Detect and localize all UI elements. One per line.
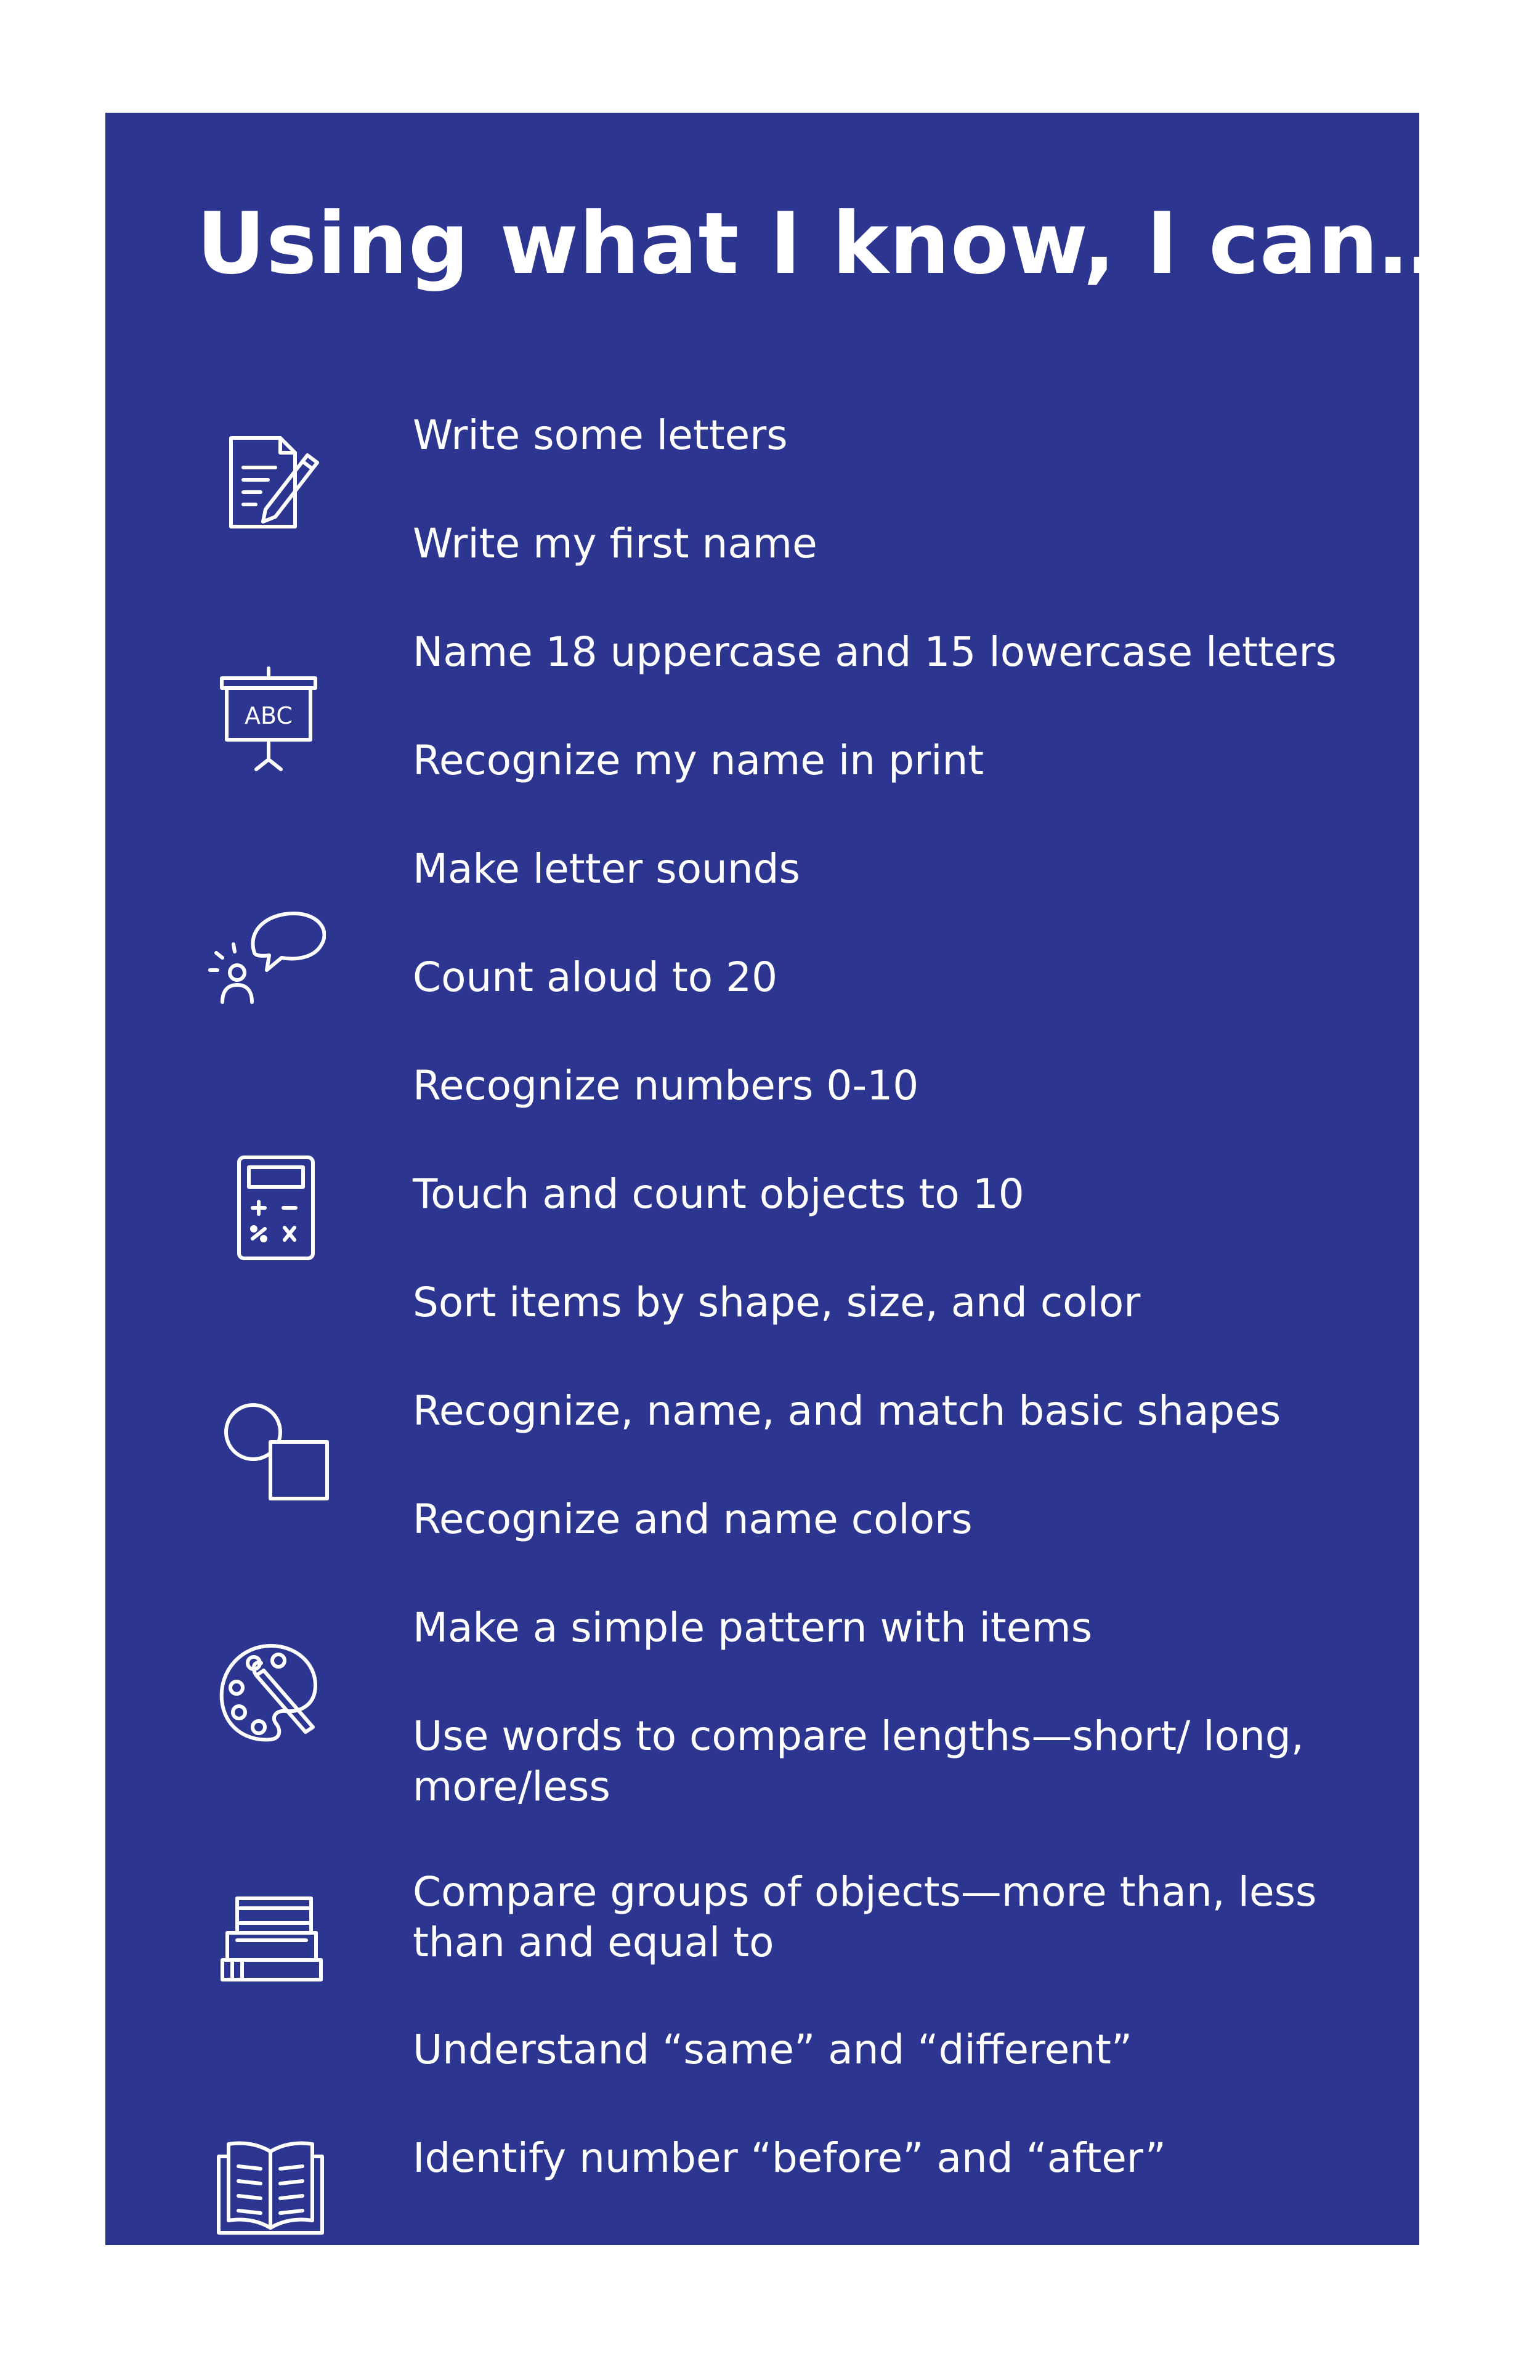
shapes-icon	[214, 1388, 337, 1511]
list-item: Use words to compare lengths—short/ long, more/less	[413, 1712, 1304, 1810]
list-item: Count aloud to 20	[413, 953, 778, 1001]
speaking-person-icon	[203, 896, 326, 1019]
list-item: Make letter sounds	[413, 845, 800, 892]
list-item: Write some letters	[413, 411, 788, 459]
list-item: Touch and count objects to 10	[413, 1170, 1024, 1218]
poster-card	[105, 113, 1465, 2245]
list-item: Recognize and name colors	[413, 1496, 973, 1543]
list-item: Name 18 uppercase and 15 lowercase letters	[413, 628, 1337, 676]
stacked-books-icon	[210, 1876, 333, 1999]
list-item: Recognize numbers 0-10	[413, 1062, 919, 1109]
list-item: Identify number “before” and “after”	[413, 2134, 1166, 2182]
list-item: Compare groups of objects—more than, less than and equal to	[413, 1868, 1317, 1966]
open-book-icon	[209, 2122, 332, 2245]
writing-paper-pencil-icon	[211, 421, 334, 544]
list-item: Recognize my name in print	[413, 737, 984, 784]
list-item: Sort items by shape, size, and color	[413, 1279, 1141, 1326]
list-item: Make a simple pattern with items	[413, 1604, 1093, 1651]
svg-text:ABC: ABC	[245, 702, 293, 729]
calculator-icon	[209, 1148, 333, 1271]
list-item: Write my first name	[413, 520, 817, 567]
list-item: Recognize, name, and match basic shapes	[413, 1387, 1281, 1435]
abc-board-icon	[207, 661, 330, 784]
list-item: Understand “same” and “different”	[413, 2026, 1133, 2073]
paint-palette-icon	[207, 1631, 330, 1754]
poster-title: Using what I know, I can…	[197, 194, 1465, 293]
